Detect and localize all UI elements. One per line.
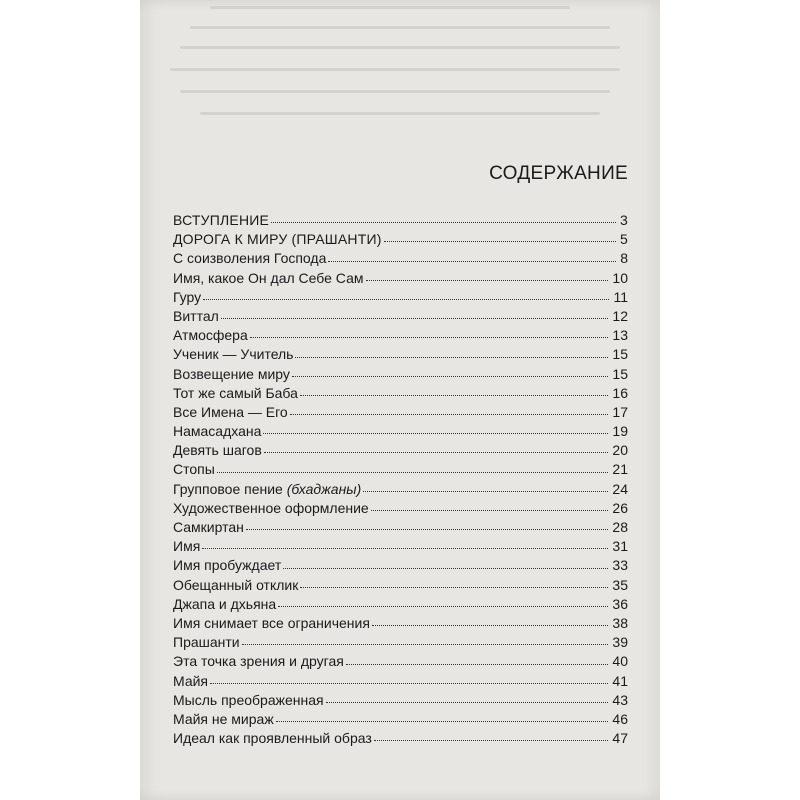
dot-leader xyxy=(366,280,609,281)
toc-entry-title: Идеал как проявленный образ xyxy=(173,730,372,747)
toc-entry-page: 13 xyxy=(612,327,628,344)
dot-leader xyxy=(202,548,608,549)
toc-entry-title: Атмосфера xyxy=(173,327,248,344)
dot-leader xyxy=(263,433,608,434)
toc-entry-title: Художественное оформление xyxy=(173,499,369,516)
toc-entry-page: 11 xyxy=(613,288,628,305)
toc-entry[interactable] xyxy=(173,422,628,441)
toc-entry[interactable] xyxy=(173,307,628,326)
dot-leader xyxy=(384,241,616,242)
toc-entry-title: С соизволения Господа xyxy=(173,250,327,267)
toc-entry[interactable] xyxy=(173,652,628,671)
toc-entry-title: Намасадхана xyxy=(173,423,262,440)
toc-entry-page: 47 xyxy=(612,730,628,747)
toc-entry-page: 15 xyxy=(612,346,628,363)
toc-entry-page: 15 xyxy=(612,365,628,382)
toc-entry[interactable] xyxy=(173,729,628,748)
toc-entry-title: Все Имена — Его xyxy=(173,403,288,420)
toc-entry-title: Джапа и дхьяна xyxy=(173,595,277,612)
toc-entry-page: 20 xyxy=(612,442,628,459)
toc-entry[interactable] xyxy=(173,230,628,249)
dot-leader xyxy=(221,318,609,319)
toc-entry-page: 3 xyxy=(620,212,628,228)
toc-entry-page: 28 xyxy=(612,519,628,535)
toc-entry-page: 21 xyxy=(612,461,628,478)
toc-entry-page: 17 xyxy=(612,403,628,420)
toc-entry-title: Возвещение миру xyxy=(173,365,290,382)
dot-leader xyxy=(300,395,609,396)
toc-entry-page: 35 xyxy=(612,576,628,593)
toc-entry-page: 8 xyxy=(620,250,628,267)
toc-entry[interactable] xyxy=(173,211,628,230)
toc-entry[interactable] xyxy=(173,460,628,479)
toc-entry[interactable] xyxy=(173,595,628,614)
toc-entry-page: 10 xyxy=(612,269,628,286)
toc-entry-title: Ученик — Учитель xyxy=(173,346,294,363)
show-through-text xyxy=(170,0,640,140)
toc-entry[interactable] xyxy=(173,710,628,729)
toc-entry-title: ВСТУПЛЕНИЕ xyxy=(173,212,270,228)
dot-leader xyxy=(264,452,609,453)
toc-entry-title: Обещанный отклик xyxy=(173,576,299,593)
toc-entry[interactable] xyxy=(173,249,628,268)
toc-entry[interactable] xyxy=(173,691,628,710)
toc-entry-page: 5 xyxy=(620,231,628,248)
dot-leader xyxy=(374,740,609,741)
toc-entry-page: 12 xyxy=(612,307,628,324)
toc-entry-title xyxy=(173,480,361,499)
toc-entry-title: Майя xyxy=(173,672,209,689)
toc-entry-page: 24 xyxy=(612,480,628,497)
toc-entry[interactable] xyxy=(173,518,628,537)
toc-entry[interactable] xyxy=(173,269,628,288)
dot-leader xyxy=(372,625,608,626)
toc-entry[interactable] xyxy=(173,345,628,364)
dot-leader xyxy=(363,491,608,492)
dot-leader xyxy=(278,606,608,607)
dot-leader xyxy=(326,702,609,703)
toc-entry[interactable] xyxy=(173,365,628,384)
toc-entry[interactable] xyxy=(173,614,628,633)
dot-leader xyxy=(295,357,608,358)
toc-entry-page: 31 xyxy=(612,538,628,555)
dot-leader xyxy=(290,414,609,415)
toc-entry-page: 43 xyxy=(612,691,628,708)
dot-leader xyxy=(283,568,608,569)
toc-entry-title: Тот же самый Баба xyxy=(173,384,298,401)
toc-entry-title: Виттал xyxy=(173,307,219,324)
toc-entry-page: 33 xyxy=(612,557,628,574)
toc-entry[interactable] xyxy=(173,384,628,403)
toc-entry-page: 46 xyxy=(612,710,628,727)
dot-leader xyxy=(217,472,609,473)
dot-leader xyxy=(250,337,609,338)
toc-heading: СОДЕРЖАНИЕ xyxy=(489,163,628,184)
toc-entry-page: 38 xyxy=(612,614,628,631)
toc-entry-page: 39 xyxy=(612,634,628,651)
dot-leader xyxy=(292,376,609,377)
toc-entry[interactable] xyxy=(173,556,628,575)
toc-entry-page: 16 xyxy=(612,384,628,401)
table-of-contents xyxy=(173,211,628,748)
toc-entry-title: Имя, какое Он дал Себе Сам xyxy=(173,269,364,286)
toc-entry[interactable] xyxy=(173,403,628,422)
dot-leader xyxy=(203,299,609,300)
toc-entry-title: Майя не мираж xyxy=(173,710,274,727)
toc-entry-page: 40 xyxy=(612,653,628,670)
toc-entry-title: ДОРОГА К МИРУ (ПРАШАНТИ) xyxy=(173,231,382,248)
toc-entry-page: 36 xyxy=(612,595,628,612)
toc-entry-title: Гуру xyxy=(173,288,202,305)
toc-entry-title: Имя снимает все ограничения xyxy=(173,614,370,631)
toc-entry-title-italic: (бхаджаны) xyxy=(286,480,362,497)
toc-entry[interactable] xyxy=(173,288,628,307)
toc-entry-page: 26 xyxy=(612,499,628,516)
toc-entry-title: Самкиртан xyxy=(173,519,244,535)
toc-entry[interactable] xyxy=(173,672,628,691)
toc-entry[interactable] xyxy=(173,441,628,460)
dot-leader xyxy=(246,529,609,530)
dot-leader xyxy=(371,510,609,511)
toc-entry-title: Мысль преображенная xyxy=(173,691,324,708)
toc-entry-title: Имя пробуждает xyxy=(173,557,282,574)
toc-entry-title: Эта точка зрения и другая xyxy=(173,653,344,670)
toc-entry-title-main: Групповое пение xyxy=(173,480,287,497)
toc-entry-title: Стопы xyxy=(173,461,215,478)
toc-entry[interactable] xyxy=(173,633,628,652)
dot-leader xyxy=(210,683,608,684)
toc-entry[interactable] xyxy=(173,480,628,499)
toc-entry[interactable] xyxy=(173,326,628,345)
toc-entry[interactable] xyxy=(173,576,628,595)
dot-leader xyxy=(276,721,609,722)
dot-leader xyxy=(328,261,616,262)
toc-entry-title: Девять шагов xyxy=(173,442,262,459)
toc-entry-page: 19 xyxy=(612,423,628,440)
dot-leader xyxy=(300,587,608,588)
toc-entry[interactable] xyxy=(173,499,628,518)
dot-leader xyxy=(346,664,609,665)
dot-leader xyxy=(242,644,609,645)
toc-entry-title: Прашанти xyxy=(173,634,240,651)
toc-entry-page: 41 xyxy=(612,672,628,689)
toc-entry-title: Имя xyxy=(173,538,201,555)
dot-leader xyxy=(271,222,616,223)
toc-entry[interactable] xyxy=(173,537,628,556)
